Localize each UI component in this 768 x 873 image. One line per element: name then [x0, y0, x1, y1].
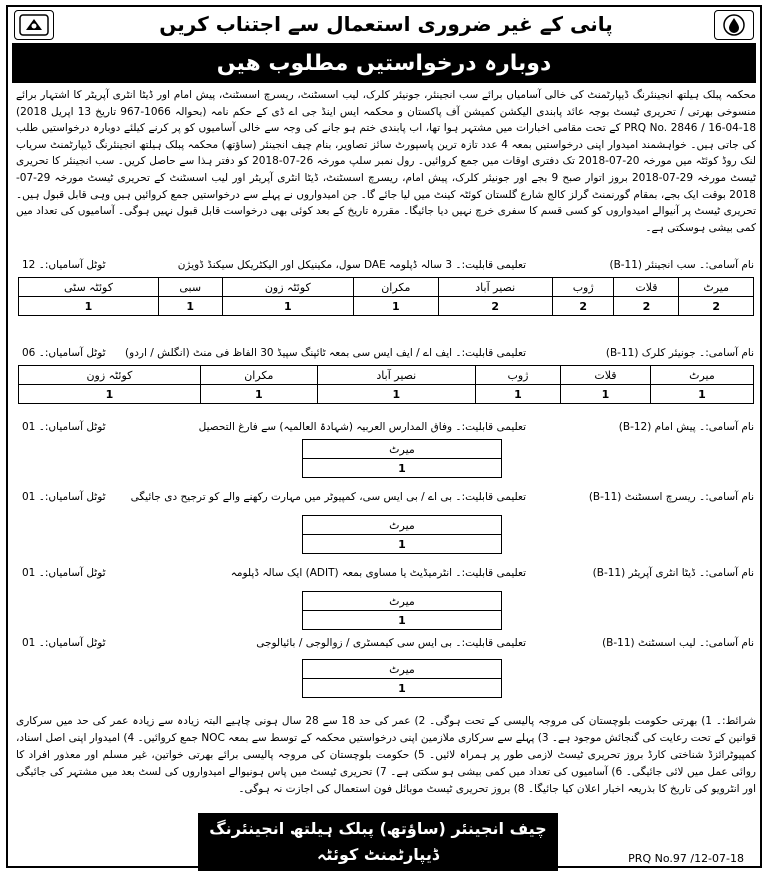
slogan-heading: پانی کے غیر ضروری استعمال سے اجتناب کریں: [159, 12, 613, 36]
phed-emblem-logo: [714, 10, 754, 40]
post-total: ٹوٹل آسامیاں:۔ 01: [22, 491, 106, 503]
post-qualification: تعلیمی قابلیت:۔ وفاق المدارس العربیہ (شہادۃ العالمیہ) سے فارغ التحصیل: [198, 421, 526, 433]
table-header: میرٹ: [679, 278, 754, 297]
post-qualification: تعلیمی قابلیت:۔ ایف اے / ایف ایس سی بمعہ ٹائپنگ سپیڈ 30 الفاظ فی منٹ (انگلش / اردو): [125, 347, 526, 359]
table-header: مکران: [200, 366, 317, 385]
table-cell: 1: [475, 385, 560, 404]
table-header: میرٹ: [650, 366, 753, 385]
water-drop-icon: [718, 13, 750, 37]
post-header-junior-clerk: [16, 347, 756, 363]
banner-title: دوبارہ درخواستیں مطلوب ھیں: [12, 43, 756, 83]
post-qualification: تعلیمی قابلیت:۔ انٹرمیڈیٹ یا مساوی بمعہ (ADIT) ایک سالہ ڈپلومہ: [230, 567, 526, 579]
post-header-research-assistant: [16, 491, 756, 507]
post-total: ٹوٹل آسامیاں:۔ 06: [22, 347, 106, 359]
table-cell: 1: [650, 385, 753, 404]
post-total: ٹوٹل آسامیاں:۔ 01: [22, 637, 106, 649]
table-header: میرٹ: [303, 660, 502, 679]
table-header: کوئٹہ زون: [222, 278, 353, 297]
quota-table-lab-assistant: [302, 659, 502, 698]
table-header: کوئٹہ سٹی: [19, 278, 159, 297]
table-header: قلات: [561, 366, 651, 385]
post-title: نام آسامی:۔ لیب اسسٹنٹ (B-11): [602, 637, 754, 649]
quota-table-pesh-imam: [302, 439, 502, 478]
table-cell: 2: [679, 297, 754, 316]
signature-line-2: ڈیپارٹمنٹ کوئٹہ: [317, 845, 439, 864]
table-header: نصیر آباد: [317, 366, 475, 385]
table-header: ژوب: [552, 278, 614, 297]
table-header: کوئٹہ زون: [19, 366, 201, 385]
post-title: نام آسامی:۔ ڈیٹا انٹری آپریٹر (B-11): [592, 567, 754, 579]
post-header-pesh-imam: [16, 421, 756, 437]
emblem-icon: [18, 13, 50, 37]
balochistan-emblem-logo: [14, 10, 54, 40]
table-cell: 1: [303, 679, 502, 698]
post-title: نام آسامی:۔ سب انجینئر (B-11): [609, 259, 754, 271]
table-cell: 1: [561, 385, 651, 404]
post-title: نام آسامی:۔ جونیئر کلرک (B-11): [605, 347, 754, 359]
post-header-lab-assistant: [16, 637, 756, 653]
table-cell: 1: [200, 385, 317, 404]
table-header: میرٹ: [303, 516, 502, 535]
table-cell: 2: [552, 297, 614, 316]
table-cell: 1: [303, 535, 502, 554]
post-title: نام آسامی:۔ پیش امام (B-12): [618, 421, 754, 433]
post-total: ٹوٹل آسامیاں:۔ 01: [22, 421, 106, 433]
table-cell: 1: [317, 385, 475, 404]
post-total: ٹوٹل آسامیاں:۔ 12: [22, 259, 106, 271]
signature-line-1: چیف انجینئر (ساؤتھ) پبلک ہیلتھ انجینئرنگ: [209, 819, 547, 838]
table-header: ژوب: [475, 366, 560, 385]
table-cell: 1: [158, 297, 222, 316]
prq-number: PRQ No.97 /12-07-18: [628, 852, 744, 865]
table-header: سبی: [158, 278, 222, 297]
quota-table-research-assistant: [302, 515, 502, 554]
table-cell: 1: [222, 297, 353, 316]
table-cell: 2: [438, 297, 552, 316]
table-header: نصیر آباد: [438, 278, 552, 297]
table-header: مکران: [354, 278, 438, 297]
table-header: میرٹ: [303, 592, 502, 611]
advertisement-page: [6, 5, 762, 868]
terms-paragraph: شرائط:۔ 1) بھرتی حکومت بلوچستان کی مروجہ پالیسی کے تحت ہوگی۔ 2) عمر کی حد 18 سے 28 سال ہونی چاہیے البتہ زیادہ سے زیادہ عمر کی حد میں سرکاری قوانین کے تحت رعایت کی گنجائش موجود ہے۔ 3) پہلے سے سرکاری ملازمین اپنی درخواستیں محکمہ کے توسط سے بمعہ NOC جمع کروائیں۔ 4) امیدوار اپنی اصل اسناد، کمپیوٹرائزڈ شناختی کارڈ بروز تحریری ٹیسٹ لازمی طور پر ہمراہ لائیں۔ 5) حکومت بلوچستان کی مروجہ پالیسی برائے بھرتی خواتین، غیر مسلم اور معذور افراد کا روائی عمل میں لائی جائیگی۔ 6) آسامیوں کی تعداد میں کمی بیشی ہو سکتی ہے۔ 7) تحریری ٹیسٹ میں پاس ہونیوالے امیدواروں کی لسٹ بعد میں مشتہر کی جائیگی اور انٹرویو کی تاریخ کا بذریعہ اخبار اعلان کیا جائیگا۔ 8) بروز تحریری ٹیسٹ موبائل فون استعمال کی اجازت نہ ہوگی۔: [16, 715, 757, 795]
table-cell: 1: [19, 297, 159, 316]
table-cell: 1: [303, 611, 502, 630]
intro-paragraph: محکمہ پبلک ہیلتھ انجینئرنگ ڈیپارٹمنٹ کی خالی آسامیاں برائے سب انجینئر، جونیئر کلرک، لیب اسسٹنٹ، ریسرچ اسسٹنٹ، پیش امام اور ڈیٹا انٹری آپریٹر کا اشتہار برائے منسوخی بھرتی / تحریری ٹیسٹ بوجہ عائد پابندی الیکشن کمیشن آف پاکستان و محکمہ ایس اینڈ جی اے ڈی کے حکم نامہ (بحوالہ 1066-967 تاریخ 13 اپریل 2018) PRQ No. 2846 / 16-04-18 کے تحت مقامی اخبارات میں مشتہر ہوا تھا، اب پابندی ختم ہو جانے کی وجہ سے خالی آسامیوں کو پر کرنے کیلئے دوبارہ درخواستیں طلب کی جاتی ہیں۔ خواہشمند امیدوار اپنی درخواستیں بمعہ 4 عدد تازہ ترین پاسپورٹ سائز تصاویر، بنام چیف انجینئر (ساؤتھ) محکمہ پبلک ہیلتھ انجینئرنگ ڈیپارٹمنٹ سریاب لنک روڈ کوئٹہ میں مورخہ 20-07-2018 تک دفتری اوقات میں جمع کروائیں۔ رول نمبر سلپ مورخہ 26-07-2018 کو دفتر ہذا سے حاصل کریں۔ سب انجینئر کا تحریری ٹیسٹ مورخہ 29-07-2018 بروز اتوار صبح 9 بجے اور جونیئر کلرک، پیش امام، ریسرچ اسسٹنٹ، ڈیٹا انٹری آپریٹر اور لیب اسسٹنٹ کے تحریری ٹیسٹ مورخہ 29-07-2018 بوقت ایک بجے، بمقام گورنمنٹ گرلز کالج شارع گلستان کوئٹہ کینٹ میں لیا جائے گا۔ جن امیدواروں نے پہلے سے درخواستیں جمع کروائیں ہیں وہی قابل قبول ہیں۔ تحریری ٹیسٹ پر آنیوالے امیدواروں کو کسی قسم کا سفری خرچ نہیں دیا جائیگا۔ مقررہ تاریخ کے بعد کوئی بھی درخواست قابل قبول نہیں ہوگی۔ آسامیوں کی تعداد میں کمی بیشی ہوسکتی ہے۔: [16, 89, 757, 234]
post-qualification: تعلیمی قابلیت:۔ 3 سالہ ڈپلومہ DAE سول، مکینیکل اور الیکٹریکل سیکنڈ ڈویژن: [177, 259, 526, 271]
table-cell: 1: [354, 297, 438, 316]
quota-table-sub-engineer: [18, 277, 754, 316]
post-header-sub-engineer: [16, 259, 756, 275]
post-qualification: تعلیمی قابلیت:۔ بی اے / بی ایس سی، کمپیوٹر میں مہارت رکھنے والے کو ترجیح دی جائیگی: [130, 491, 526, 503]
post-header-data-entry-operator: [16, 567, 756, 583]
quota-table-data-entry-operator: [302, 591, 502, 630]
signature-block: [198, 813, 558, 871]
table-cell: 1: [19, 385, 201, 404]
table-header: قلات: [614, 278, 679, 297]
quota-table-junior-clerk: [18, 365, 754, 404]
table-cell: 2: [614, 297, 679, 316]
table-cell: 1: [303, 459, 502, 478]
table-header: میرٹ: [303, 440, 502, 459]
post-total: ٹوٹل آسامیاں:۔ 01: [22, 567, 106, 579]
post-qualification: تعلیمی قابلیت:۔ بی ایس سی کیمسٹری / زوالوجی / بائیالوجی: [256, 637, 526, 649]
post-title: نام آسامی:۔ ریسرچ اسسٹنٹ (B-11): [588, 491, 754, 503]
